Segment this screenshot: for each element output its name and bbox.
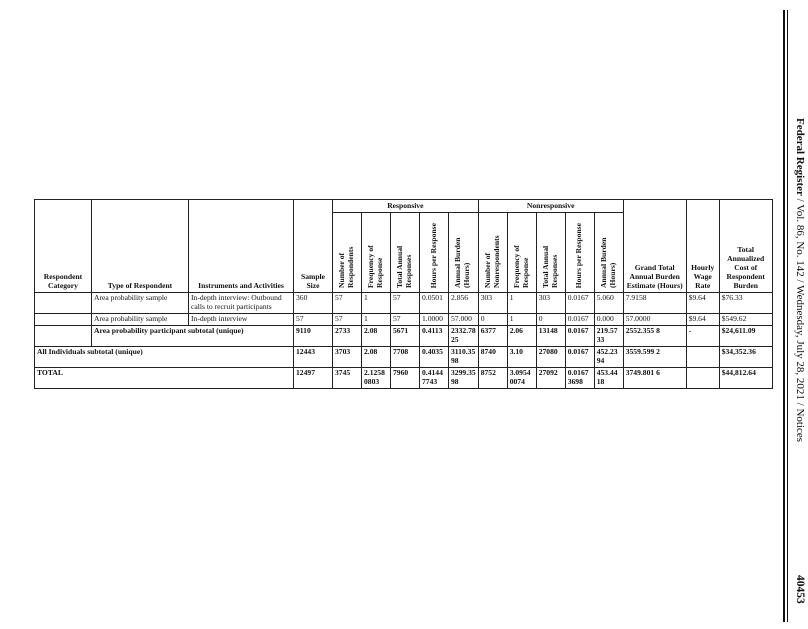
cell: 57 [333, 292, 362, 313]
cell: 1 [507, 313, 536, 325]
cell: 3299.35 98 [449, 367, 479, 388]
subtotal-label: Area probability participant subtotal (unique) [92, 325, 294, 346]
cell: $24,611.09 [719, 325, 772, 346]
cell: 303 [478, 292, 507, 313]
cell: 303 [536, 292, 565, 313]
table-row [35, 313, 773, 325]
cell: 3559.599 2 [623, 346, 686, 367]
cell: 2.08 [362, 325, 391, 346]
cell: 5671 [391, 325, 420, 346]
cell: 1.0000 [420, 313, 449, 325]
cell: $76.33 [719, 292, 772, 313]
cell: 27080 [536, 346, 565, 367]
cell: 0 [536, 313, 565, 325]
cell: 2552.355 8 [623, 325, 686, 346]
cell: 0.0167 [565, 325, 594, 346]
col-respondent-category: Respondent Category [35, 200, 92, 293]
cell: 57 [391, 313, 420, 325]
cell: 2733 [333, 325, 362, 346]
cell: 7708 [391, 346, 420, 367]
cell: 57 [333, 313, 362, 325]
cell: 1 [362, 292, 391, 313]
header-text [794, 118, 806, 442]
cell: 2.1258 0803 [362, 367, 391, 388]
cell: 2.856 [449, 292, 479, 313]
instrument-cell: In-depth interview: Outbound calls to recruit participants [189, 292, 294, 313]
col-instruments: Instruments and Activities [189, 200, 294, 293]
cell: 3.10 [507, 346, 536, 367]
col-nr-annual-burden: Annual Burden (Hours) [594, 213, 623, 293]
cell: 9110 [294, 325, 333, 346]
cell: 452.23 94 [594, 346, 623, 367]
col-type-of-respondent: Type of Respondent [92, 200, 189, 293]
table-row [35, 292, 773, 313]
cell: 3749.801 6 [623, 367, 686, 388]
cell [686, 367, 719, 388]
col-sample-size: Sample Size [294, 200, 333, 293]
type-cell: Area probability sample [92, 292, 189, 313]
cell: 0.4144 7743 [420, 367, 449, 388]
journal-name: Federal Register [794, 118, 806, 196]
col-nr-hours-per-response: Hours per Response [565, 213, 594, 293]
cell: $34,352.36 [719, 346, 772, 367]
cell: 6377 [478, 325, 507, 346]
cell: 57 [294, 313, 333, 325]
cell: 7960 [391, 367, 420, 388]
col-nr-frequency-of-response: Frequency of Response [507, 213, 536, 293]
total-row [35, 367, 773, 388]
col-nr-total-annual-responses: Total Annual Responses [536, 213, 565, 293]
cell [686, 346, 719, 367]
cell: 0 [478, 313, 507, 325]
cell: 0.0501 [420, 292, 449, 313]
col-hourly-wage: Hourly Wage Rate [686, 200, 719, 293]
col-number-of-nonrespondents: Number of Nonrespondents [478, 213, 507, 293]
cell: $549.62 [719, 313, 772, 325]
total-label: TOTAL [35, 367, 294, 388]
cell: 3745 [333, 367, 362, 388]
cell: 2.08 [362, 346, 391, 367]
cell: 57 [391, 292, 420, 313]
cell: 0.0167 [565, 346, 594, 367]
cell: 5.060 [594, 292, 623, 313]
col-frequency-of-response: Frequency of Response [362, 213, 391, 293]
cell: 2332.78 25 [449, 325, 479, 346]
cell: 57.000 [449, 313, 479, 325]
subtotal-row [35, 325, 773, 346]
cell: 3.0954 0074 [507, 367, 536, 388]
cell: $9.64 [686, 313, 719, 325]
cell: 57.0000 [623, 313, 686, 325]
cell: 219.57 33 [594, 325, 623, 346]
cell: 8740 [478, 346, 507, 367]
header-rule [787, 10, 788, 622]
cell: 13148 [536, 325, 565, 346]
group-nonresponsive: Nonresponsive [478, 200, 623, 213]
header-rule [783, 10, 785, 622]
cell: 360 [294, 292, 333, 313]
type-cell: Area probability sample [92, 313, 189, 325]
running-header [760, 0, 808, 629]
category-cell [35, 325, 92, 346]
category-cell [35, 292, 92, 313]
cell: 7.9158 [623, 292, 686, 313]
cell: 0.0167 [565, 292, 594, 313]
cell: 1 [362, 313, 391, 325]
all-individuals-label: All Individuals subtotal (unique) [35, 346, 294, 367]
cell: 8752 [478, 367, 507, 388]
instrument-cell: In-depth interview [189, 313, 294, 325]
cell: $9.64 [686, 292, 719, 313]
cell: 12497 [294, 367, 333, 388]
col-annual-burden: Annual Burden (Hours) [449, 213, 479, 293]
category-cell [35, 313, 92, 325]
burden-table [34, 199, 773, 389]
cell: 3110.35 98 [449, 346, 479, 367]
col-hours-per-response: Hours per Response [420, 213, 449, 293]
cell: 3703 [333, 346, 362, 367]
all-individuals-row [35, 346, 773, 367]
cell: 453.44 18 [594, 367, 623, 388]
col-number-of-respondents: Number of Respondents [333, 213, 362, 293]
col-grand-total: Grand Total Annual Burden Estimate (Hours) [623, 200, 686, 293]
cell: $44,812.64 [719, 367, 772, 388]
cell: 0.4035 [420, 346, 449, 367]
cell: 2.06 [507, 325, 536, 346]
page-number: 40453 [794, 575, 806, 604]
cell: 0.4113 [420, 325, 449, 346]
issue-info: / Vol. 86, No. 142 / Wednesday, July 28, 2021 / Notices [794, 195, 806, 443]
cell: 1 [507, 292, 536, 313]
col-total-cost: Total Annualized Cost of Respondent Burden [719, 200, 772, 293]
group-responsive: Responsive [333, 200, 479, 213]
cell: 0.000 [594, 313, 623, 325]
cell: 27092 [536, 367, 565, 388]
col-total-annual-responses: Total Annual Responses [391, 213, 420, 293]
cell: 12443 [294, 346, 333, 367]
cell: - [686, 325, 719, 346]
cell: 0.0167 [565, 313, 594, 325]
cell: 0.0167 3698 [565, 367, 594, 388]
